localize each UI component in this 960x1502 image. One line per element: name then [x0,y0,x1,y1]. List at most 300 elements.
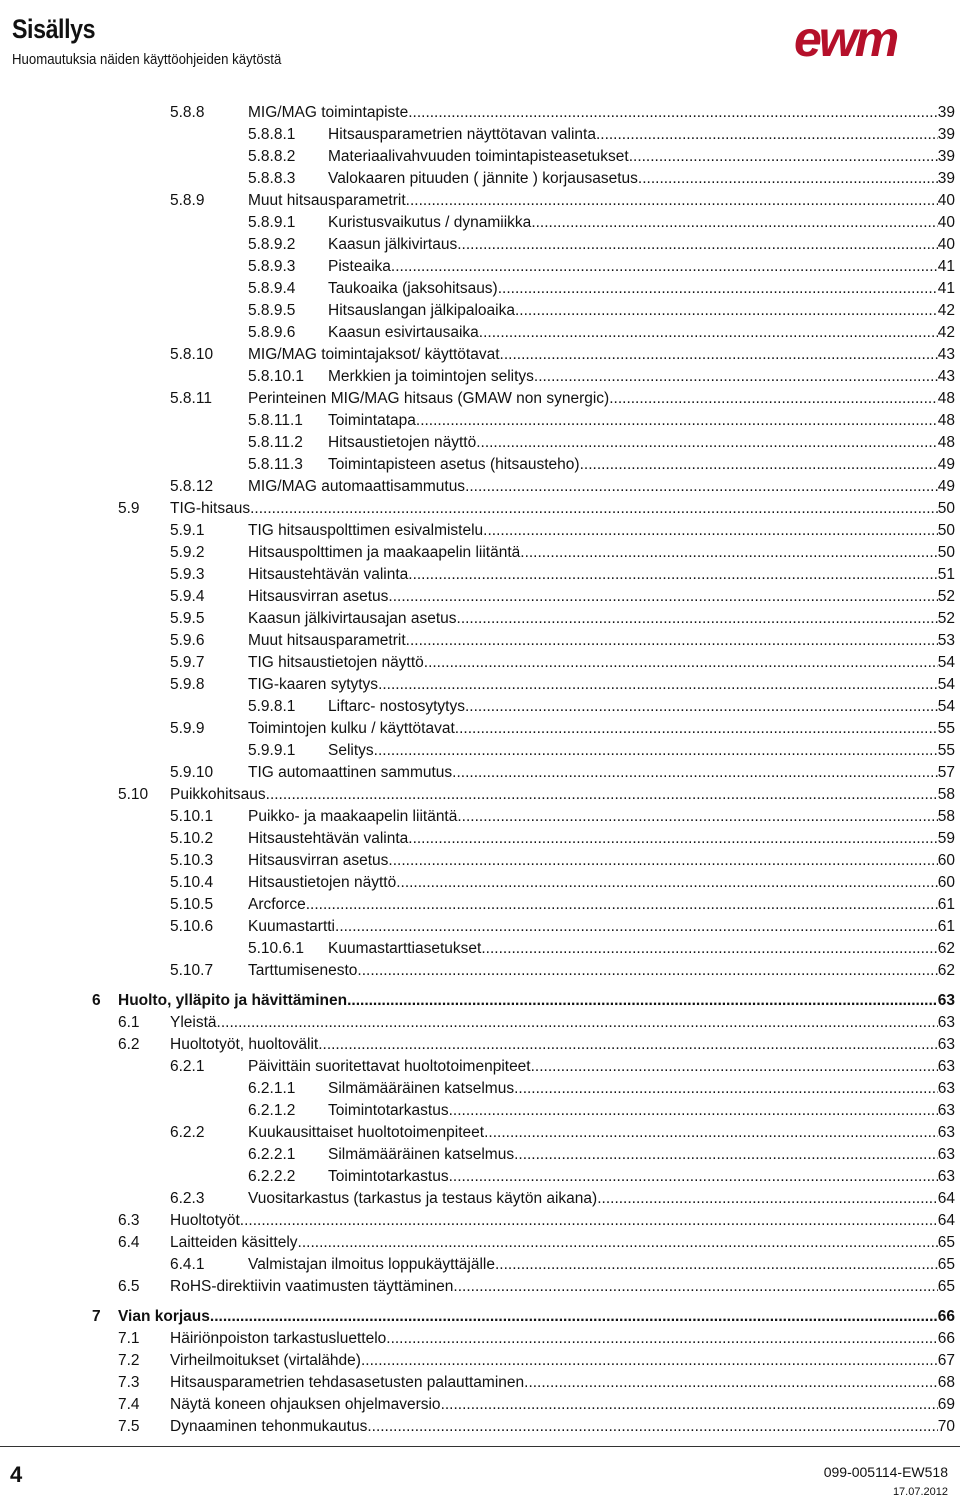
toc-entry[interactable] [248,1101,955,1121]
toc-entry[interactable] [248,741,955,761]
toc-entry[interactable] [248,367,955,387]
toc-entry-number: 5.10 [118,786,149,803]
toc-entry-page: 62 [937,962,955,979]
toc-entry[interactable] [248,125,955,145]
toc-entry[interactable] [248,323,955,343]
toc-entry-number: 5.8.9.1 [248,214,296,231]
toc-entry-page: 39 [937,148,955,165]
toc-entry-title: Hitsausparametrien tehdasasetusten palauttaminen [170,1374,525,1391]
toc-entry[interactable] [248,1145,955,1165]
toc-entry[interactable] [248,213,955,233]
toc-entry-page: 55 [937,742,955,759]
toc-entry-number: 5.8.11.1 [248,412,303,429]
toc-entry-number: 5.9.6 [170,632,205,649]
toc-leader-dots [250,499,938,519]
toc-entry[interactable] [118,1395,955,1415]
toc-leader-dots [378,675,938,695]
toc-entry-number: 5.8.8.1 [248,126,296,143]
toc-entry[interactable] [170,587,955,607]
toc-entry-title: RoHS-direktiivin vaatimusten täyttäminen [170,1278,454,1295]
toc-entry-title: Huoltotyöt [170,1212,240,1229]
toc-entry-title: Perinteinen MIG/MAG hitsaus (GMAW non synergic) [248,390,610,407]
toc-entry-page: 40 [937,236,955,253]
toc-leader-dots [638,169,938,189]
toc-entry-number: 6.2.2 [170,1124,205,1141]
toc-entry-number: 7.3 [118,1374,140,1391]
toc-leader-dots [476,433,938,453]
toc-entry-number: 7 [92,1308,101,1325]
toc-leader-dots [457,235,938,255]
toc-entry-number: 7.2 [118,1352,140,1369]
toc-entry-title: TIG-hitsaus [170,500,251,517]
toc-leader-dots [449,1101,938,1121]
toc-entry-number: 5.10.2 [170,830,214,847]
toc-entry[interactable] [248,169,955,189]
toc-entry[interactable] [170,653,955,673]
toc-entry-page: 54 [937,676,955,693]
toc-leader-dots [217,1013,938,1033]
toc-leader-dots [629,147,938,167]
toc-entry[interactable] [170,895,955,915]
toc-leader-dots [367,1417,937,1437]
toc-entry-number: 6.5 [118,1278,140,1295]
toc-entry-number: 5.9.5 [170,610,205,627]
toc-entry-title: Selitys [328,742,374,759]
toc-entry-number: 5.9.1 [170,522,205,539]
toc-leader-dots [597,1189,938,1209]
toc-entry-page: 57 [937,764,955,781]
toc-leader-dots [596,125,938,145]
toc-leader-dots [457,807,937,827]
toc-entry-number: 7.5 [118,1418,140,1435]
toc-leader-dots [514,1079,938,1099]
toc-entry[interactable] [92,991,955,1011]
toc-entry-title: Näytä koneen ohjauksen ohjelmaversio [170,1396,441,1413]
toc-entry[interactable] [248,433,955,453]
document-date: 17.07.2012 [892,1486,948,1498]
toc-leader-dots [396,873,938,893]
toc-entry-page: 61 [937,918,955,935]
toc-leader-dots [449,1167,938,1187]
toc-entry-title: Muut hitsausparametrit [248,632,406,649]
toc-entry-page: 41 [937,258,955,275]
toc-entry-number: 5.8.9.5 [248,302,296,319]
toc-entry-number: 6.2.2.2 [248,1168,296,1185]
toc-entry-number: 5.9.8.1 [248,698,296,715]
page-number: 4 [10,1462,23,1487]
toc-entry-page: 63 [937,1036,955,1053]
toc-leader-dots [408,565,937,585]
toc-entry-page: 48 [937,412,955,429]
toc-entry[interactable] [118,1351,955,1371]
toc-entry-title: Virheilmoitukset (virtalähde) [170,1352,361,1369]
toc-leader-dots [361,1351,938,1371]
toc-entry-page: 52 [937,610,955,627]
toc-entry-title: Toimintotarkastus [328,1102,449,1119]
page-subtitle: Huomautuksia näiden käyttöohjeiden käytöstä [12,51,282,68]
toc-entry[interactable] [170,609,955,629]
toc-entry-number: 6.4 [118,1234,140,1251]
toc-leader-dots [416,411,938,431]
toc-entry-page: 40 [937,192,955,209]
toc-entry-title: Vian korjaus [118,1308,210,1325]
toc-entry[interactable] [248,939,955,959]
toc-entry-number: 5.8.8 [170,104,205,121]
toc-entry[interactable] [118,1277,955,1297]
toc-entry-title: Häiriönpoiston tarkastusluettelo [170,1330,387,1347]
toc-entry-page: 50 [937,544,955,561]
toc-entry-number: 5.8.9.3 [248,258,296,275]
toc-entry-page: 68 [937,1374,955,1391]
toc-entry-page: 63 [937,1014,955,1031]
toc-entry-page: 49 [937,456,955,473]
toc-entry-number: 5.10.5 [170,896,214,913]
toc-entry-page: 63 [937,1146,955,1163]
toc-entry-page: 58 [937,786,955,803]
toc-entry-page: 63 [937,1080,955,1097]
toc-entry[interactable] [170,719,955,739]
toc-entry[interactable] [248,697,955,717]
toc-entry[interactable] [170,917,955,937]
toc-entry-title: Hitsauslangan jälkipaloaika [328,302,515,319]
toc-leader-dots [465,697,938,717]
toc-entry-number: 5.9.3 [170,566,205,583]
toc-leader-dots [453,1277,937,1297]
toc-entry-page: 50 [937,522,955,539]
toc-entry-page: 63 [937,1124,955,1141]
toc-entry-number: 5.10.6 [170,918,214,935]
toc-entry-title: Laitteiden käsittely [170,1234,298,1251]
toc-entry[interactable] [170,807,955,827]
toc-entry-title: Kaasun esivirtausaika [328,324,479,341]
toc-entry-title: TIG automaattinen sammutus [248,764,453,781]
toc-entry-page: 63 [937,992,955,1009]
toc-entry-title: Hitsaustehtävän valinta [248,566,409,583]
toc-entry-page: 43 [937,346,955,363]
toc-leader-dots [495,1255,938,1275]
toc-entry-number: 5.8.9.4 [248,280,296,297]
toc-entry[interactable] [248,257,955,277]
toc-entry[interactable] [118,785,955,805]
toc-entry-page: 43 [937,368,955,385]
toc-leader-dots [318,1035,938,1055]
toc-entry-number: 6.2.1.1 [248,1080,296,1097]
toc-entry[interactable] [248,1079,955,1099]
toc-entry-title: Taukoaika (jaksohitsaus) [328,280,498,297]
toc-leader-dots [406,631,938,651]
toc-entry[interactable] [248,411,955,431]
toc-entry-number: 5.8.9 [170,192,205,209]
toc-leader-dots [452,763,938,783]
toc-entry[interactable] [118,499,955,519]
toc-entry-title: Kaasun jälkivirtausajan asetus [248,610,457,627]
toc-entry-title: Pisteaika [328,258,391,275]
toc-entry-title: Puikko- ja maakaapelin liitäntä [248,808,458,825]
toc-entry-number: 5.10.6.1 [248,940,305,957]
toc-leader-dots [479,323,938,343]
toc-entry-page: 50 [937,500,955,517]
toc-entry-page: 63 [937,1058,955,1075]
toc-entry-page: 58 [937,808,955,825]
toc-entry[interactable] [248,301,955,321]
toc-entry-number: 5.9.4 [170,588,205,605]
toc-entry[interactable] [170,873,955,893]
toc-leader-dots [520,543,937,563]
toc-entry-number: 6.2.1.2 [248,1102,296,1119]
toc-entry-title: Arcforce [248,896,306,913]
toc-leader-dots [408,103,938,123]
toc-entry[interactable] [248,455,955,475]
toc-entry-number: 5.8.11 [170,390,212,407]
toc-leader-dots [484,1123,938,1143]
document-code: 099-005114-EW518 [823,1464,948,1480]
toc-entry-number: 5.8.9.2 [248,236,296,253]
toc-entry-page: 54 [937,698,955,715]
toc-entry-page: 41 [937,280,955,297]
toc-entry[interactable] [170,675,955,695]
toc-entry[interactable] [248,147,955,167]
toc-entry-page: 48 [937,434,955,451]
toc-entry-number: 5.10.4 [170,874,214,891]
toc-entry-page: 65 [937,1234,955,1251]
toc-entry[interactable] [170,851,955,871]
toc-entry-title: Hitsausvirran asetus [248,852,389,869]
toc-entry-number: 5.9.9 [170,720,205,737]
toc-leader-dots [465,477,938,497]
toc-entry-number: 5.9 [118,500,140,517]
toc-entry-title: Hitsauspolttimen ja maakaapelin liitäntä [248,544,521,561]
toc-entry[interactable] [170,1189,955,1209]
toc-entry-number: 5.9.9.1 [248,742,296,759]
toc-entry[interactable] [248,235,955,255]
toc-entry-number: 5.8.11.3 [248,456,303,473]
toc-entry[interactable] [170,191,955,211]
toc-entry-page: 69 [937,1396,955,1413]
toc-entry-title: Valokaaren pituuden ( jännite ) korjausasetus [328,170,638,187]
toc-entry-page: 62 [937,940,955,957]
toc-entry-page: 65 [937,1256,955,1273]
toc-entry-page: 51 [937,566,955,583]
toc-entry[interactable] [170,829,955,849]
toc-entry[interactable] [170,1123,955,1143]
toc-leader-dots [335,917,938,937]
toc-entry[interactable] [170,543,955,563]
toc-entry-title: Kuristusvaikutus / dynamiikka [328,214,532,231]
toc-entry-page: 40 [937,214,955,231]
toc-entry-page: 67 [937,1352,955,1369]
toc-entry[interactable] [248,279,955,299]
toc-entry-page: 39 [937,126,955,143]
toc-entry-page: 64 [937,1190,955,1207]
toc-entry[interactable] [170,521,955,541]
toc-entry-number: 6.4.1 [170,1256,205,1273]
page-title: Sisällys [12,14,96,44]
toc-entry[interactable] [170,389,955,409]
toc-entry-title: Toimintatapa [328,412,416,429]
toc-entry-number: 5.9.7 [170,654,205,671]
logo-text: ewm [794,16,897,60]
toc-leader-dots [609,389,938,409]
toc-entry-title: Vuositarkastus (tarkastus ja testaus käytön aikana) [248,1190,598,1207]
toc-entry[interactable] [118,1417,955,1437]
toc-entry-title: MIG/MAG toimintapiste [248,104,409,121]
toc-entry-number: 6.2.2.1 [248,1146,296,1163]
toc-entry[interactable] [170,961,955,981]
toc-leader-dots [388,851,937,871]
toc-entry-page: 60 [937,874,955,891]
toc-entry-number: 5.9.2 [170,544,205,561]
toc-entry-title: Puikkohitsaus [170,786,266,803]
toc-entry-number: 5.8.11.2 [248,434,303,451]
toc-leader-dots [455,719,938,739]
toc-entry-number: 7.4 [118,1396,140,1413]
toc-entry-title: Silmämääräinen katselmus [328,1146,515,1163]
toc-leader-dots [374,741,938,761]
toc-entry-page: 54 [937,654,955,671]
toc-entry-title: MIG/MAG toimintajaksot/ käyttötavat [248,346,500,363]
toc-leader-dots [531,213,937,233]
toc-entry-title: Hitsausparametrien näyttötavan valinta [328,126,596,143]
toc-leader-dots [424,653,938,673]
toc-entry[interactable] [170,763,955,783]
toc-leader-dots [457,609,938,629]
toc-entry[interactable] [170,1255,955,1275]
toc-leader-dots [347,991,938,1011]
toc-entry-title: Hitsausvirran asetus [248,588,389,605]
toc-entry-page: 52 [937,588,955,605]
toc-entry-title: Kuukausittaiset huoltotoimenpiteet [248,1124,485,1141]
toc-entry-title: Toimintojen kulku / käyttötavat [248,720,455,737]
toc-entry-number: 5.8.8.3 [248,170,296,187]
toc-entry[interactable] [170,477,955,497]
toc-entry[interactable] [170,345,955,365]
toc-entry-title: Hitsaustietojen näyttö [248,874,397,891]
toc-entry[interactable] [118,1373,955,1393]
toc-entry-title: Silmämääräinen katselmus [328,1080,515,1097]
toc-entry-page: 66 [937,1330,955,1347]
toc-entry-title: Toimintotarkastus [328,1168,449,1185]
toc-entry-number: 5.8.10 [170,346,214,363]
toc-entry-title: Hitsaustietojen näyttö [328,434,477,451]
toc-entry-page: 39 [937,170,955,187]
toc-entry-title: Dynaaminen tehonmukautus [170,1418,368,1435]
toc-entry-number: 5.10.7 [170,962,214,979]
toc-entry-title: Liftarc- nostosytytys [328,698,465,715]
toc-entry[interactable] [170,565,955,585]
toc-entry-page: 42 [937,302,955,319]
toc-entry-title: TIG-kaaren sytytys [248,676,379,693]
toc-entry-title: Päivittäin suoritettavat huoltotoimenpiteet [248,1058,531,1075]
toc-entry-number: 5.10.3 [170,852,214,869]
toc-leader-dots [500,345,938,365]
toc-leader-dots [386,1329,937,1349]
toc-leader-dots [240,1211,938,1231]
toc-leader-dots [210,1307,938,1327]
toc-entry-page: 63 [937,1102,955,1119]
toc-leader-dots [524,1373,938,1393]
toc-entry-title: Kuumastarttiasetukset [328,940,482,957]
toc-leader-dots [357,961,937,981]
toc-entry-title: Valmistajan ilmoitus loppukäyttäjälle [248,1256,495,1273]
toc-leader-dots [534,367,938,387]
toc-leader-dots [515,301,938,321]
toc-entry-number: 6.2 [118,1036,140,1053]
toc-entry-title: Huoltotyöt, huoltovälit [170,1036,319,1053]
toc-leader-dots [391,257,938,277]
ewm-logo [792,16,940,60]
toc-entry-title: Huolto, ylläpito ja hävittäminen [118,992,348,1009]
toc-entry-title: Merkkien ja toimintojen selitys [328,368,534,385]
toc-leader-dots [481,939,937,959]
toc-entry-title: Muut hitsausparametrit [248,192,406,209]
toc-leader-dots [514,1145,938,1165]
toc-entry[interactable] [118,1035,955,1055]
footer-divider [0,1446,960,1447]
toc-entry-title: MIG/MAG automaattisammutus [248,478,466,495]
toc-entry-number: 5.9.8 [170,676,205,693]
toc-entry-title: TIG hitsaustietojen näyttö [248,654,424,671]
toc-entry-number: 5.8.12 [170,478,214,495]
toc-entry-page: 49 [937,478,955,495]
toc-entry-page: 48 [937,390,955,407]
toc-entry-number: 6.3 [118,1212,140,1229]
toc-entry-title: Kaasun jälkivirtaus [328,236,458,253]
toc-entry-title: Materiaalivahvuuden toimintapisteasetukset [328,148,629,165]
toc-entry[interactable] [118,1013,955,1033]
toc-entry-number: 5.9.10 [170,764,214,781]
toc-leader-dots [406,191,938,211]
toc-leader-dots [388,587,937,607]
toc-entry-page: 70 [937,1418,955,1435]
page-header [0,0,960,90]
toc-entry-title: Kuumastartti [248,918,336,935]
toc-entry[interactable] [170,103,955,123]
toc-entry-title: Yleistä [170,1014,217,1031]
toc-entry-number: 6.2.3 [170,1190,205,1207]
toc-entry[interactable] [118,1329,955,1349]
toc-entry[interactable] [170,1057,955,1077]
toc-entry-number: 5.8.8.2 [248,148,296,165]
toc-entry-page: 61 [937,896,955,913]
toc-entry-page: 39 [937,104,955,121]
toc-entry[interactable] [92,1307,955,1327]
toc-leader-dots [531,1057,938,1077]
toc-entry-page: 64 [937,1212,955,1229]
toc-entry[interactable] [170,631,955,651]
toc-leader-dots [298,1233,938,1253]
toc-entry-number: 6.1 [118,1014,140,1031]
toc-entry[interactable] [118,1233,955,1253]
toc-entry-page: 42 [937,324,955,341]
toc-leader-dots [498,279,938,299]
toc-leader-dots [408,829,937,849]
toc-entry-title: Hitsaustehtävän valinta [248,830,409,847]
toc-entry-title: Tarttumisenesto [248,962,358,979]
toc-entry-number: 6 [92,992,101,1009]
toc-entry-number: 5.10.1 [170,808,214,825]
toc-entry[interactable] [118,1211,955,1231]
toc-leader-dots [580,455,938,475]
toc-leader-dots [306,895,938,915]
toc-entry[interactable] [248,1167,955,1187]
toc-entry-page: 53 [937,632,955,649]
toc-leader-dots [441,1395,938,1415]
toc-entry-title: TIG hitsauspolttimen esivalmistelu [248,522,484,539]
toc-entry-title: Toimintapisteen asetus (hitsausteho) [328,456,580,473]
toc-leader-dots [266,785,938,805]
toc-leader-dots [483,521,938,541]
toc-entry-page: 63 [937,1168,955,1185]
